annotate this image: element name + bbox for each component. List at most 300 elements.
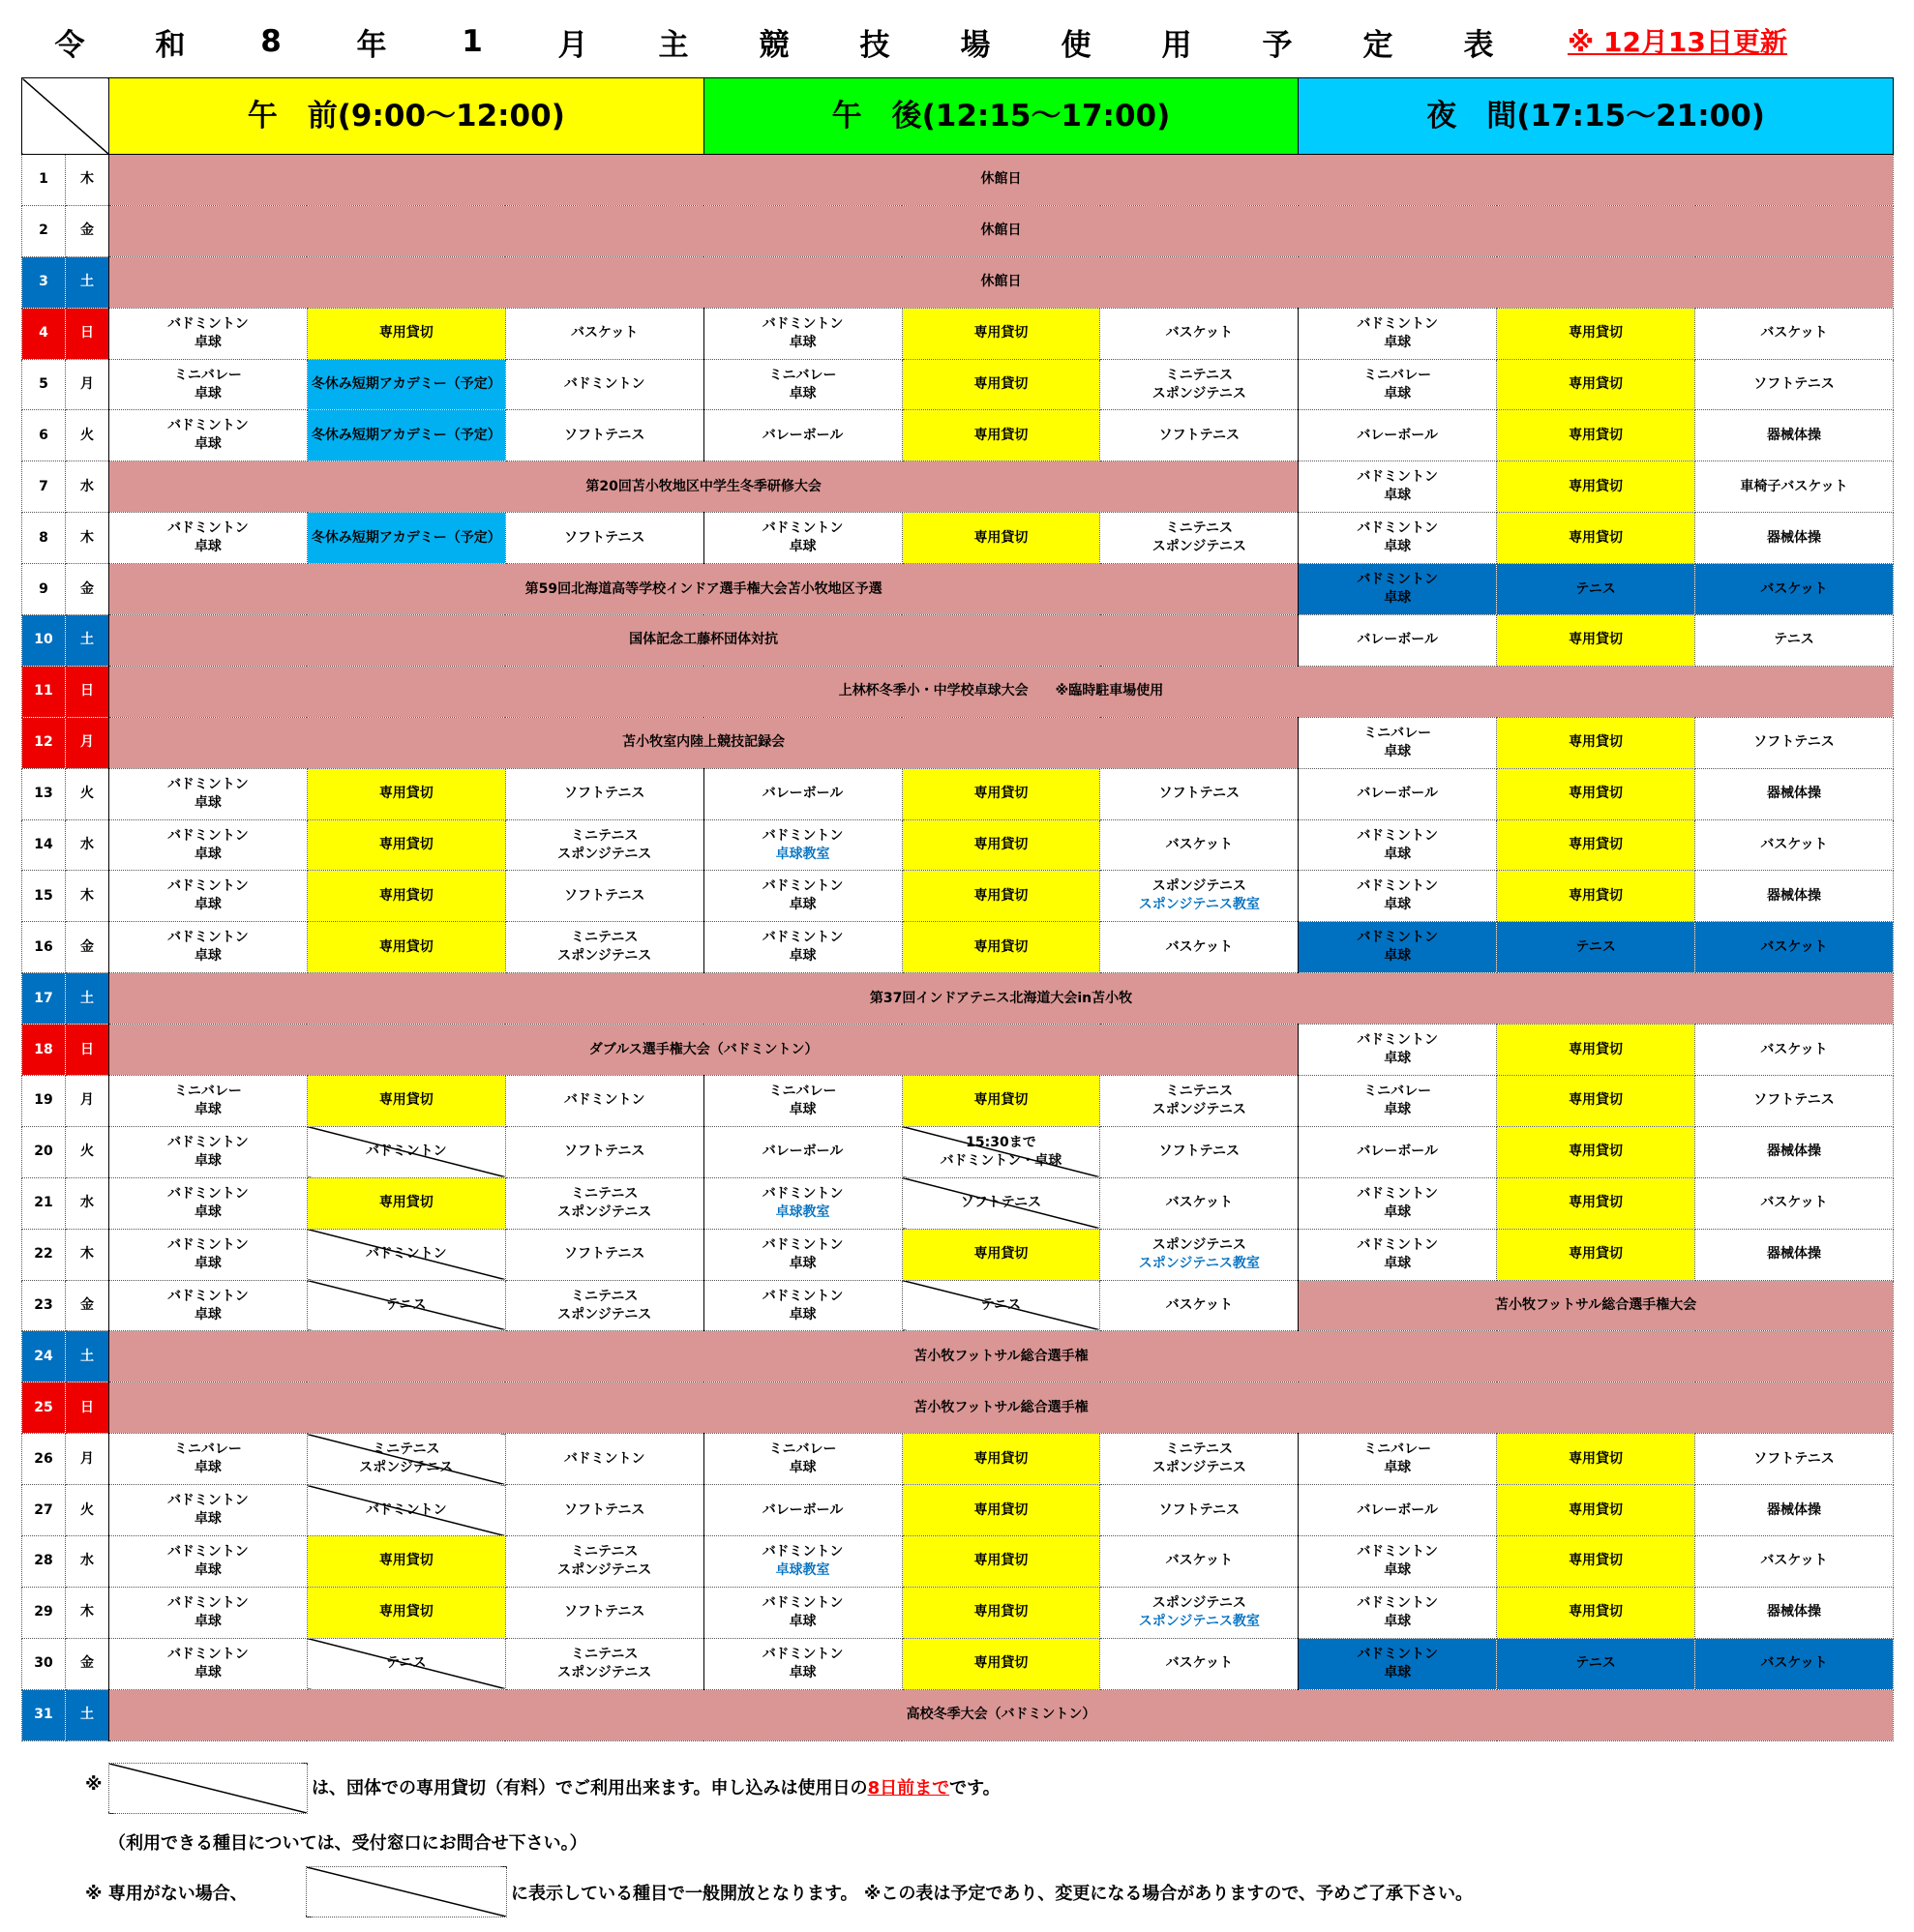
event-cell: 苫小牧室内陸上競技記録会: [109, 717, 1299, 768]
slot-cell: [1695, 1177, 1894, 1229]
slot-cell: [1299, 461, 1497, 513]
slot-text: バドミントン: [1357, 1185, 1439, 1202]
slot-text: 卓球: [789, 1306, 817, 1323]
weekday-cell: 日: [66, 308, 109, 359]
slot-cell: [1100, 410, 1299, 461]
event-cell: 国体記念工藤杯団体対抗: [109, 615, 1299, 667]
slot-text: 器械体操: [1767, 427, 1821, 443]
reserved-cell: [902, 1229, 1100, 1280]
slot-text: ミニバレー: [1363, 1083, 1432, 1099]
schedule-row: [22, 359, 1894, 410]
slot-text: テニス: [980, 1297, 1022, 1314]
slot-text: スポンジテニス: [557, 1664, 652, 1680]
schedule-row: [22, 871, 1894, 922]
slot-text: バドミントン: [167, 1134, 249, 1150]
weekday-cell: 水: [66, 819, 109, 871]
slot-text: 専用貸切: [378, 1092, 434, 1109]
schedule-row: [22, 205, 1894, 256]
full-day-event: 休館日: [109, 256, 1894, 308]
slot-cell: [1299, 513, 1497, 564]
schedule-row: [22, 410, 1894, 461]
title-char: 1: [462, 24, 483, 59]
slot-cell: [703, 1177, 902, 1229]
slot-cell: [1100, 1229, 1299, 1280]
schedule-row: [22, 1229, 1894, 1280]
slot-text: 卓球: [194, 1511, 222, 1528]
slot-text: 器械体操: [1767, 1144, 1821, 1160]
slot-text: ミニバレー: [768, 1442, 837, 1458]
event-cell: ダブルス選手権大会（バドミントン）: [109, 1025, 1299, 1076]
schedule-row: [22, 1587, 1894, 1638]
slot-text: バドミントン: [167, 1236, 249, 1253]
slot-text: ミニテニス: [570, 1543, 639, 1560]
corner-cell: [22, 78, 109, 155]
slot-text: 卓球: [194, 334, 222, 350]
slot-text: バスケット: [1760, 1195, 1828, 1211]
slot-text: 専用貸切: [973, 1246, 1029, 1263]
slot-text: 卓球: [194, 794, 222, 811]
slot-cell: [307, 513, 505, 564]
slot-cell: [505, 513, 703, 564]
slot-cell: [703, 410, 902, 461]
slot-text: バドミントン: [762, 315, 844, 332]
footer-line-2: （利用できる種目については、受付窓口にお問合せ下さい。）: [108, 1833, 587, 1854]
slot-text: バドミントン: [167, 1288, 249, 1304]
slot-text: 専用貸切: [1569, 887, 1624, 904]
slot-cell: [505, 410, 703, 461]
reserved-cell: [902, 513, 1100, 564]
weekday-cell: 金: [66, 205, 109, 256]
slot-cell: [1100, 513, 1299, 564]
slot-text: 卓球: [194, 385, 222, 401]
slot-text: バドミントン: [167, 418, 249, 434]
slot-text: 卓球: [1384, 743, 1412, 759]
weekday-cell: 月: [66, 1076, 109, 1127]
slot-text: スポンジテニス: [1151, 385, 1246, 401]
slot-cell: [1299, 1177, 1497, 1229]
slot-text: バドミントン: [167, 1493, 249, 1509]
schedule-row: [22, 1076, 1894, 1127]
slot-cell: [505, 1536, 703, 1588]
slot-text: 卓球: [1384, 1051, 1412, 1067]
slot-text: ソフトテニス: [1753, 1450, 1835, 1467]
slot-cell: [1299, 615, 1497, 667]
slot-text: 専用貸切: [973, 786, 1029, 802]
slot-text: 卓球: [194, 436, 222, 453]
slot-text: バドミントン: [762, 1646, 844, 1662]
slot-text: 卓球: [194, 897, 222, 913]
slot-text: バドミントン: [1357, 315, 1439, 332]
slot-text: 卓球: [789, 334, 817, 350]
date-cell: 7: [22, 461, 66, 513]
date-cell: 6: [22, 410, 66, 461]
slot-text: 卓球: [1384, 539, 1412, 555]
date-cell: 28: [22, 1536, 66, 1588]
slot-text: バスケット: [1760, 1553, 1828, 1569]
slot-cell: [1100, 768, 1299, 819]
slot-text: ソフトテニス: [563, 1501, 645, 1518]
slot-text: 卓球: [789, 1460, 817, 1476]
slot-cell: [109, 871, 308, 922]
title-char: 技: [859, 27, 890, 63]
reserved-cell: [307, 1536, 505, 1588]
slot-cell: [1695, 410, 1894, 461]
slot-text: 専用貸切: [1569, 325, 1624, 342]
slot-text: バスケット: [1165, 1297, 1233, 1314]
slot-text: ソフトテニス: [563, 529, 645, 546]
slot-text: ミニバレー: [173, 1442, 242, 1458]
slot-cell: [703, 1638, 902, 1689]
slot-text: バスケット: [1165, 837, 1233, 853]
header-am: 午 前(9:00～12:00): [109, 78, 704, 155]
reserved-cell: [902, 1536, 1100, 1588]
slot-cell: [703, 768, 902, 819]
slot-cell: [1299, 564, 1497, 615]
slot-cell: [703, 819, 902, 871]
reserved-cell: [902, 410, 1100, 461]
slot-text: ミニバレー: [1363, 1442, 1432, 1458]
weekday-cell: 火: [66, 1126, 109, 1177]
slot-text: ソフトテニス: [563, 887, 645, 904]
slot-text: バドミントン: [167, 315, 249, 332]
reserved-cell: [307, 871, 505, 922]
weekday-cell: 水: [66, 1536, 109, 1588]
title-char: 競: [759, 27, 790, 63]
slot-cell: [703, 308, 902, 359]
reserved-cell: [1497, 768, 1695, 819]
footer-line-1: [312, 1774, 1001, 1799]
slot-text: 専用貸切: [378, 1604, 434, 1620]
slot-text: ソフトテニス: [1158, 427, 1241, 443]
slot-text: 卓球: [194, 1460, 222, 1476]
slot-cell: [902, 1280, 1100, 1331]
slot-cell: [1299, 1536, 1497, 1588]
slot-cell: [109, 1485, 308, 1536]
slot-cell: [703, 1536, 902, 1588]
title-char: 定: [1362, 27, 1393, 63]
weekday-cell: 木: [66, 1229, 109, 1280]
slot-text: バドミントン: [762, 930, 844, 946]
slot-text: 専用貸切: [1569, 478, 1624, 494]
weekday-cell: 月: [66, 1434, 109, 1485]
slot-cell: [505, 819, 703, 871]
schedule-row: [22, 1382, 1894, 1434]
slot-text: ソフトテニス: [563, 786, 645, 802]
slot-text: ソフトテニス: [563, 1246, 645, 1263]
schedule-row: [22, 1638, 1894, 1689]
slot-text: バドミントン: [365, 1144, 447, 1160]
slot-text: 器械体操: [1767, 529, 1821, 546]
slot-text: ミニバレー: [768, 367, 837, 383]
slot-text: 専用貸切: [973, 1450, 1029, 1467]
slot-text: スポンジテニス: [1151, 878, 1246, 895]
schedule-row: [22, 819, 1894, 871]
slot-text: 卓球: [194, 1613, 222, 1629]
weekday-cell: 日: [66, 1382, 109, 1434]
date-cell: 8: [22, 513, 66, 564]
slot-cell: [109, 359, 308, 410]
footer-slash-box-2: [306, 1866, 507, 1917]
slot-cell: [1695, 461, 1894, 513]
slot-text: スポンジテニス: [557, 846, 652, 862]
weekday-cell: 土: [66, 615, 109, 667]
footer-line-1-text: は、団体での専用貸切（有料）でご利用出来ます。申し込みは使用日の: [312, 1778, 868, 1798]
slot-text: バドミントン: [1357, 1032, 1439, 1049]
slot-cell: [109, 513, 308, 564]
slot-cell: [1299, 1229, 1497, 1280]
weekday-cell: 月: [66, 717, 109, 768]
slot-text: 卓球: [194, 1255, 222, 1271]
slot-text: スポンジテニス: [557, 1204, 652, 1220]
slot-text: 専用貸切: [378, 938, 434, 955]
slot-text: 卓球: [1384, 488, 1412, 504]
slot-text: 専用貸切: [973, 1604, 1029, 1620]
slot-text: バレーボール: [762, 1501, 844, 1518]
reserved-cell: [902, 1434, 1100, 1485]
schedule-row: [22, 461, 1894, 513]
page-title: [19, 17, 1529, 66]
slot-text: 専用貸切: [1569, 632, 1624, 648]
date-cell: 10: [22, 615, 66, 667]
reserved-cell: [902, 1587, 1100, 1638]
slot-text: 15:30まで: [966, 1134, 1036, 1150]
slot-cell: [109, 768, 308, 819]
slot-text: 冬休み短期アカデミー（予定）: [311, 376, 501, 392]
slot-cell: [109, 922, 308, 973]
slot-text: ミニテニス: [570, 1646, 639, 1662]
slot-cell: [307, 359, 505, 410]
slot-cell: [1299, 922, 1497, 973]
weekday-cell: 木: [66, 1587, 109, 1638]
slot-text: バドミントン: [167, 1185, 249, 1202]
slot-text: バドミントン: [365, 1501, 447, 1518]
slot-cell: [1497, 564, 1695, 615]
slot-text: 卓球: [1384, 385, 1412, 401]
title-char: 表: [1463, 27, 1494, 63]
schedule-row: [22, 1025, 1894, 1076]
slot-text: 卓球: [1384, 948, 1412, 965]
slot-cell: [109, 1229, 308, 1280]
slot-text: スポンジテニス: [359, 1460, 454, 1476]
slot-cell: [1100, 359, 1299, 410]
slot-text: 専用貸切: [1569, 427, 1624, 443]
slot-text: 専用貸切: [378, 1195, 434, 1211]
title-char: 和: [155, 27, 186, 63]
slot-text: ソフトテニス: [1753, 376, 1835, 392]
slot-cell: [109, 1076, 308, 1127]
slot-text: ソフトテニス: [563, 427, 645, 443]
slot-cell: [1695, 1638, 1894, 1689]
slot-cell: [1299, 1076, 1497, 1127]
slot-cell: [703, 1434, 902, 1485]
date-cell: 19: [22, 1076, 66, 1127]
schedule-row: [22, 922, 1894, 973]
reserved-cell: [902, 819, 1100, 871]
slot-text: 卓球: [1384, 1101, 1412, 1117]
slot-text: バドミントン: [762, 1185, 844, 1202]
slot-cell: [1299, 1025, 1497, 1076]
date-cell: 11: [22, 666, 66, 717]
slot-text: バドミントン: [1357, 930, 1439, 946]
slot-text: 卓球: [1384, 1664, 1412, 1680]
slot-cell: [307, 1638, 505, 1689]
slot-text: バスケット: [571, 325, 639, 342]
date-cell: 3: [22, 256, 66, 308]
footer-line-1-end: です。: [949, 1778, 1001, 1798]
slot-cell: [1299, 768, 1497, 819]
slot-text: 専用貸切: [973, 376, 1029, 392]
date-cell: 27: [22, 1485, 66, 1536]
date-cell: 4: [22, 308, 66, 359]
slot-text: テニス: [1575, 1655, 1616, 1672]
reserved-cell: [1497, 513, 1695, 564]
reserved-cell: [1497, 410, 1695, 461]
slot-text: バドミントン: [1357, 827, 1439, 844]
full-day-event: 休館日: [109, 155, 1894, 206]
slot-text: 専用貸切: [1569, 376, 1624, 392]
slot-cell: [1100, 1177, 1299, 1229]
class-note: スポンジテニス教室: [1138, 1255, 1260, 1271]
slot-text: バスケット: [1760, 325, 1828, 342]
full-day-event: 上林杯冬季小・中学校卓球大会 ※臨時駐車場使用: [109, 666, 1894, 717]
slot-text: 卓球: [789, 1255, 817, 1271]
slot-text: テニス: [386, 1297, 427, 1314]
schedule-row: [22, 308, 1894, 359]
date-cell: 12: [22, 717, 66, 768]
event-cell: 第59回北海道高等学校インドア選手権大会苫小牧地区予選: [109, 564, 1299, 615]
slot-text: スポンジテニス: [1151, 1101, 1246, 1117]
slot-cell: [1695, 819, 1894, 871]
slot-text: バドミントン: [762, 827, 844, 844]
slot-cell: [703, 922, 902, 973]
slot-text: 専用貸切: [378, 1553, 434, 1569]
slot-text: バドミントン: [167, 520, 249, 537]
slot-text: 専用貸切: [1569, 1195, 1624, 1211]
slot-text: 専用貸切: [1569, 1092, 1624, 1109]
slot-text: バレーボール: [1357, 1144, 1439, 1160]
schedule-row: [22, 1177, 1894, 1229]
weekday-cell: 火: [66, 1485, 109, 1536]
schedule-row: [22, 973, 1894, 1025]
slot-text: 卓球: [194, 1306, 222, 1323]
slot-text: 専用貸切: [973, 938, 1029, 955]
slot-text: バドミントン: [762, 1236, 844, 1253]
slot-text: バドミントン: [167, 1594, 249, 1611]
slot-text: ミニテニス: [570, 1185, 639, 1202]
class-note: 卓球教室: [775, 1204, 830, 1220]
schedule-row: [22, 513, 1894, 564]
slot-cell: [109, 1638, 308, 1689]
slot-cell: [109, 410, 308, 461]
slot-cell: [109, 1280, 308, 1331]
date-cell: 22: [22, 1229, 66, 1280]
slot-text: ミニバレー: [1363, 367, 1432, 383]
slot-text: バドミントン: [167, 1646, 249, 1662]
slot-text: バドミントン: [1357, 1594, 1439, 1611]
slot-cell: [703, 1126, 902, 1177]
reserved-cell: [902, 1638, 1100, 1689]
slot-cell: [1299, 1638, 1497, 1689]
reserved-cell: [902, 1076, 1100, 1127]
slot-text: 冬休み短期アカデミー（予定）: [311, 529, 501, 546]
slot-cell: [505, 1126, 703, 1177]
slot-cell: [1695, 1536, 1894, 1588]
class-note: 卓球教室: [775, 1561, 830, 1578]
slot-text: 専用貸切: [1569, 1450, 1624, 1467]
slot-text: 器械体操: [1767, 887, 1821, 904]
slot-text: ミニテニス: [1165, 1083, 1234, 1099]
slot-text: バレーボール: [1357, 786, 1439, 802]
slot-text: ミニテニス: [1165, 520, 1234, 537]
slot-text: ミニテニス: [373, 1442, 440, 1458]
reserved-cell: [902, 359, 1100, 410]
slot-text: 卓球: [194, 1664, 222, 1680]
footer-slash-box-1: [108, 1763, 308, 1814]
slot-text: 卓球: [194, 1152, 222, 1169]
reserved-cell: [1497, 1177, 1695, 1229]
slot-text: スポンジテニス: [1151, 1594, 1246, 1611]
slot-cell: [1695, 615, 1894, 667]
schedule-row: [22, 155, 1894, 206]
schedule-row: [22, 1689, 1894, 1740]
slot-cell: [505, 871, 703, 922]
title-char: 使: [1061, 27, 1092, 63]
slot-text: 専用貸切: [378, 325, 434, 342]
date-cell: 31: [22, 1689, 66, 1740]
slot-text: 器械体操: [1767, 1246, 1821, 1263]
reserved-cell: [902, 308, 1100, 359]
slot-text: バスケット: [1760, 1041, 1828, 1057]
slot-text: 専用貸切: [973, 1092, 1029, 1109]
date-cell: 25: [22, 1382, 66, 1434]
reserved-cell: [902, 871, 1100, 922]
slot-text: バスケット: [1760, 938, 1828, 955]
schedule-row: [22, 615, 1894, 667]
slot-text: テニス: [386, 1655, 427, 1672]
full-day-event: 苫小牧フットサル総合選手権: [109, 1382, 1894, 1434]
date-cell: 21: [22, 1177, 66, 1229]
slot-text: バドミントン: [1357, 878, 1439, 895]
slot-cell: [1695, 717, 1894, 768]
schedule-row: [22, 666, 1894, 717]
slot-cell: [703, 359, 902, 410]
slot-cell: [505, 1280, 703, 1331]
weekday-cell: 土: [66, 973, 109, 1025]
slot-text: テニス: [1774, 632, 1814, 648]
slot-text: 器械体操: [1767, 1501, 1821, 1518]
weekday-cell: 土: [66, 1331, 109, 1382]
slot-cell: [1299, 308, 1497, 359]
slot-cell: [109, 308, 308, 359]
title-char: 令: [54, 27, 85, 63]
reserved-cell: [1497, 1126, 1695, 1177]
slot-cell: [1695, 871, 1894, 922]
schedule-row: [22, 256, 1894, 308]
slot-text: バレーボール: [1357, 632, 1439, 648]
slot-text: 卓球: [789, 1613, 817, 1629]
slot-text: スポンジテニス: [557, 1306, 652, 1323]
slot-text: ソフトテニス: [1753, 1092, 1835, 1109]
weekday-cell: 金: [66, 564, 109, 615]
reserved-cell: [1497, 1025, 1695, 1076]
footer-mark-1: ※: [85, 1774, 103, 1795]
slot-text: ソフトテニス: [563, 1144, 645, 1160]
reserved-cell: [1497, 819, 1695, 871]
slot-cell: [1100, 819, 1299, 871]
slot-cell: [1299, 1126, 1497, 1177]
class-note: 卓球教室: [775, 846, 830, 862]
slot-cell: [1100, 922, 1299, 973]
